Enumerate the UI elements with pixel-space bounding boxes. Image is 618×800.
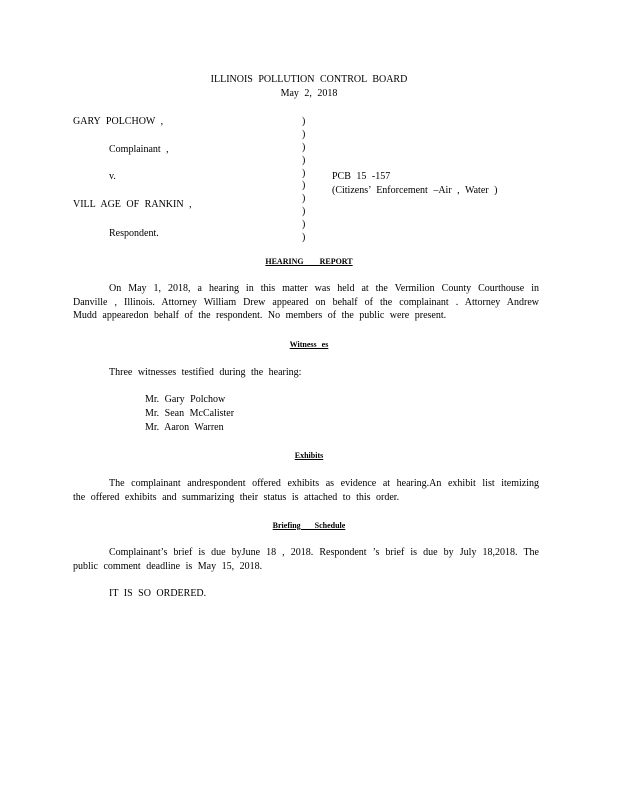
case-number: PCB 15 -157 [332, 171, 391, 182]
complainant-name: GARY POLCHOW , [73, 116, 164, 127]
bracket-mark: ) [302, 116, 306, 127]
bracket-mark: ) [302, 193, 306, 205]
bracket-mark: ) [302, 232, 306, 244]
witnesses-title: Witness es [289, 340, 329, 349]
exhibits-paragraph [73, 477, 539, 504]
bracket-mark: ) [302, 206, 306, 218]
exhibits-text: The complainant andrespondent offered exhibits as evidence at hearing.An exhibit list itemizing the offered exhibits and summarizing their status is attached to this order. [73, 478, 539, 503]
caption-bracket [302, 116, 305, 245]
closing-statement: IT IS SO ORDERED. [109, 588, 207, 599]
bracket-mark: ) [302, 219, 306, 231]
complainant-role: Complainant , [109, 144, 169, 155]
report-title: HEARING REPORT [265, 257, 353, 266]
bracket-mark: ) [302, 167, 306, 179]
respondent-name: VILL AGE OF RANKIN , [73, 199, 192, 210]
bracket-mark: ) [302, 141, 306, 153]
briefing-title: Briefing Schedule [272, 521, 346, 530]
hearing-paragraph [73, 282, 539, 323]
order-date: May 2, 2018 [280, 88, 338, 99]
case-type: (Citizens’ Enforcement –Air , Water ) [332, 185, 498, 196]
board-name: ILLINOIS POLLUTION CONTROL BOARD [210, 74, 408, 85]
witness-item: Mr. Sean McCalister [145, 408, 235, 419]
bracket-mark: ) [302, 128, 306, 140]
hearing-text: On May 1, 2018, a hearing in this matter was held at the Vermilion County Courthouse in Danville , Illinois. Attorney William Drew appeared on behalf of the complainant . Attorney Andrew Mudd appearedon behalf of the respondent. No members of the public were present. [73, 283, 539, 321]
bracket-mark: ) [302, 180, 306, 192]
bracket-mark: ) [302, 154, 306, 166]
briefing-paragraph [73, 546, 539, 573]
versus-label: v. [109, 171, 116, 182]
witness-item: Mr. Gary Polchow [145, 394, 226, 405]
respondent-role: Respondent. [109, 228, 159, 239]
witness-item: Mr. Aaron Warren [145, 422, 224, 433]
witnesses-intro: Three witnesses testified during the hearing: [109, 367, 302, 378]
exhibits-title: Exhibits [294, 451, 324, 460]
briefing-text: Complainant’s brief is due byJune 18 , 2018. Respondent ’s brief is due by July 18,2018. The public comment deadline is May 15, 2018. [73, 547, 539, 572]
